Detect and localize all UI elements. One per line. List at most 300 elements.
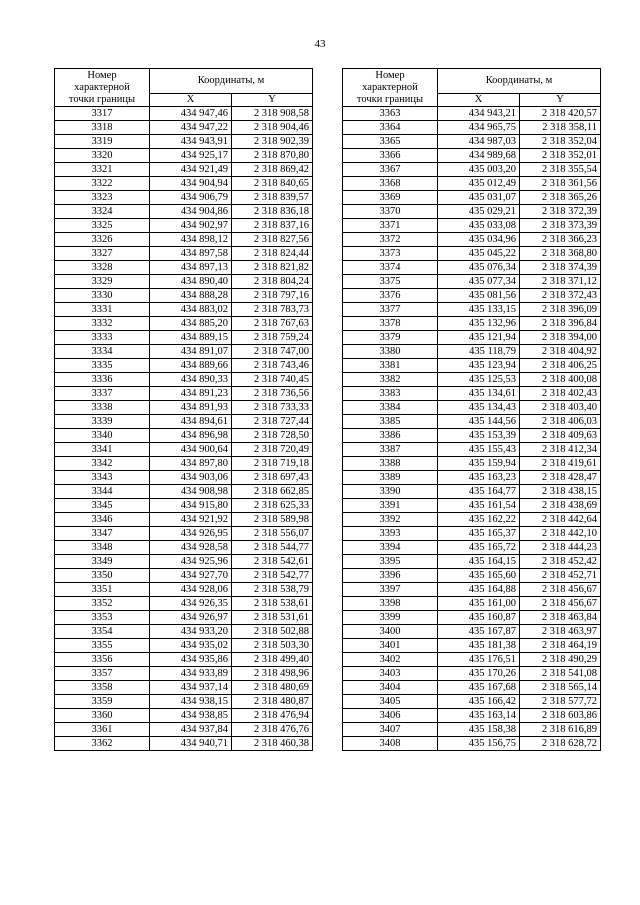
- table-row: [55, 709, 313, 723]
- y-coordinate-cell: 2 318 821,82: [232, 261, 313, 275]
- point-number-cell: 3366: [343, 149, 438, 163]
- y-coordinate-cell: 2 318 358,11: [520, 121, 601, 135]
- y-coordinate-cell: 2 318 463,84: [520, 611, 601, 625]
- point-number-cell: 3349: [55, 555, 150, 569]
- x-coordinate-cell: 434 904,94: [150, 177, 232, 191]
- point-number-cell: 3354: [55, 625, 150, 639]
- point-number-cell: 3326: [55, 233, 150, 247]
- x-coordinate-cell: 434 938,85: [150, 709, 232, 723]
- point-number-cell: 3394: [343, 541, 438, 555]
- x-coordinate-cell: 435 133,15: [438, 303, 520, 317]
- y-coordinate-cell: 2 318 499,40: [232, 653, 313, 667]
- y-coordinate-cell: 2 318 747,00: [232, 345, 313, 359]
- table-row: [343, 345, 601, 359]
- point-number-cell: 3382: [343, 373, 438, 387]
- point-number-cell: 3392: [343, 513, 438, 527]
- point-number-cell: 3390: [343, 485, 438, 499]
- table-row: [55, 513, 313, 527]
- x-coordinate-cell: 435 165,72: [438, 541, 520, 555]
- point-number-cell: 3327: [55, 247, 150, 261]
- y-coordinate-cell: 2 318 365,26: [520, 191, 601, 205]
- x-coordinate-cell: 435 167,68: [438, 681, 520, 695]
- table-row: [55, 373, 313, 387]
- x-coordinate-cell: 435 033,08: [438, 219, 520, 233]
- y-coordinate-cell: 2 318 406,03: [520, 415, 601, 429]
- y-coordinate-cell: 2 318 368,80: [520, 247, 601, 261]
- y-coordinate-cell: 2 318 697,43: [232, 471, 313, 485]
- table-row: [343, 261, 601, 275]
- point-header-line-3: точки границы: [356, 93, 424, 105]
- y-coordinate-cell: 2 318 366,23: [520, 233, 601, 247]
- y-coordinate-cell: 2 318 476,94: [232, 709, 313, 723]
- table-row: [55, 555, 313, 569]
- table-row: [343, 737, 601, 751]
- x-coordinate-cell: 434 888,28: [150, 289, 232, 303]
- table-row: [343, 653, 601, 667]
- point-number-cell: 3358: [55, 681, 150, 695]
- y-coordinate-cell: 2 318 616,89: [520, 723, 601, 737]
- point-number-cell: 3328: [55, 261, 150, 275]
- table-row: [343, 219, 601, 233]
- table-row: [55, 625, 313, 639]
- y-coordinate-cell: 2 318 797,16: [232, 289, 313, 303]
- x-coordinate-cell: 435 163,14: [438, 709, 520, 723]
- table-row: [343, 429, 601, 443]
- x-coordinate-cell: 434 902,97: [150, 219, 232, 233]
- x-coordinate-cell: 434 928,06: [150, 583, 232, 597]
- table-row: [343, 331, 601, 345]
- table-row: [343, 415, 601, 429]
- point-number-cell: 3376: [343, 289, 438, 303]
- point-number-cell: 3368: [343, 177, 438, 191]
- point-number-cell: 3323: [55, 191, 150, 205]
- point-number-cell: 3348: [55, 541, 150, 555]
- y-coordinate-cell: 2 318 577,72: [520, 695, 601, 709]
- point-number-cell: 3332: [55, 317, 150, 331]
- y-coordinate-cell: 2 318 352,04: [520, 135, 601, 149]
- x-coordinate-cell: 434 926,35: [150, 597, 232, 611]
- x-coordinate-cell: 435 156,75: [438, 737, 520, 751]
- table-row: [343, 569, 601, 583]
- table-row: [343, 373, 601, 387]
- x-coordinate-cell: 434 947,46: [150, 107, 232, 121]
- table-row: [55, 681, 313, 695]
- y-coordinate-cell: 2 318 352,01: [520, 149, 601, 163]
- table-row: [343, 485, 601, 499]
- point-number-cell: 3408: [343, 737, 438, 751]
- point-number-cell: 3396: [343, 569, 438, 583]
- y-coordinate-cell: 2 318 869,42: [232, 163, 313, 177]
- point-number-header: [343, 69, 438, 107]
- y-coordinate-cell: 2 318 783,73: [232, 303, 313, 317]
- y-coordinate-cell: 2 318 728,50: [232, 429, 313, 443]
- point-number-cell: 3405: [343, 695, 438, 709]
- point-number-cell: 3343: [55, 471, 150, 485]
- x-coordinate-cell: 435 003,20: [438, 163, 520, 177]
- x-coordinate-cell: 434 935,02: [150, 639, 232, 653]
- x-coordinate-cell: 434 890,33: [150, 373, 232, 387]
- x-coordinate-cell: 434 937,84: [150, 723, 232, 737]
- y-coordinate-cell: 2 318 544,77: [232, 541, 313, 555]
- y-coordinate-cell: 2 318 420,57: [520, 107, 601, 121]
- point-number-cell: 3333: [55, 331, 150, 345]
- table-row: [343, 695, 601, 709]
- y-coordinate-cell: 2 318 452,42: [520, 555, 601, 569]
- point-header-line-2: характерной: [74, 81, 130, 93]
- table-row: [343, 709, 601, 723]
- table-row: [343, 513, 601, 527]
- x-coordinate-cell: 434 937,14: [150, 681, 232, 695]
- x-coordinate-cell: 434 906,79: [150, 191, 232, 205]
- point-number-cell: 3345: [55, 499, 150, 513]
- y-coordinate-cell: 2 318 538,61: [232, 597, 313, 611]
- y-coordinate-cell: 2 318 827,56: [232, 233, 313, 247]
- y-coordinate-cell: 2 318 541,08: [520, 667, 601, 681]
- table-row: [343, 555, 601, 569]
- y-coordinate-cell: 2 318 374,39: [520, 261, 601, 275]
- table-row: [343, 317, 601, 331]
- table-row: [343, 359, 601, 373]
- y-coordinate-cell: 2 318 464,19: [520, 639, 601, 653]
- table-row: [55, 191, 313, 205]
- y-coordinate-cell: 2 318 452,71: [520, 569, 601, 583]
- y-coordinate-cell: 2 318 394,00: [520, 331, 601, 345]
- y-coordinate-cell: 2 318 565,14: [520, 681, 601, 695]
- table-row: [343, 723, 601, 737]
- table-row: [55, 107, 313, 121]
- x-coordinate-cell: 435 165,60: [438, 569, 520, 583]
- table-row: [55, 695, 313, 709]
- table-row: [343, 639, 601, 653]
- x-coordinate-cell: 434 933,20: [150, 625, 232, 639]
- x-coordinate-cell: 435 164,88: [438, 583, 520, 597]
- table-row: [55, 653, 313, 667]
- y-coordinate-cell: 2 318 904,46: [232, 121, 313, 135]
- table-row: [343, 667, 601, 681]
- x-coordinate-cell: 435 153,39: [438, 429, 520, 443]
- point-number-cell: 3369: [343, 191, 438, 205]
- y-coordinate-cell: 2 318 372,43: [520, 289, 601, 303]
- table-row: [343, 611, 601, 625]
- table-row: [343, 107, 601, 121]
- y-coordinate-cell: 2 318 908,58: [232, 107, 313, 121]
- table-row: [55, 429, 313, 443]
- x-coordinate-cell: 435 158,38: [438, 723, 520, 737]
- y-coordinate-cell: 2 318 743,46: [232, 359, 313, 373]
- table-row: [55, 387, 313, 401]
- point-number-cell: 3365: [343, 135, 438, 149]
- y-coordinate-cell: 2 318 767,63: [232, 317, 313, 331]
- point-number-cell: 3360: [55, 709, 150, 723]
- point-number-cell: 3380: [343, 345, 438, 359]
- point-number-cell: 3386: [343, 429, 438, 443]
- point-number-cell: 3404: [343, 681, 438, 695]
- point-number-cell: 3400: [343, 625, 438, 639]
- y-coordinate-cell: 2 318 719,18: [232, 457, 313, 471]
- x-coordinate-cell: 434 889,15: [150, 331, 232, 345]
- point-number-cell: 3321: [55, 163, 150, 177]
- table-row: [343, 121, 601, 135]
- table-row: [55, 541, 313, 555]
- x-coordinate-cell: 435 121,94: [438, 331, 520, 345]
- y-coordinate-cell: 2 318 902,39: [232, 135, 313, 149]
- table-row: [343, 401, 601, 415]
- point-number-cell: 3370: [343, 205, 438, 219]
- point-number-cell: 3335: [55, 359, 150, 373]
- y-coordinate-cell: 2 318 531,61: [232, 611, 313, 625]
- point-number-cell: 3347: [55, 527, 150, 541]
- point-number-cell: 3356: [55, 653, 150, 667]
- x-coordinate-cell: 434 926,97: [150, 611, 232, 625]
- y-coordinate-cell: 2 318 839,57: [232, 191, 313, 205]
- point-number-cell: 3362: [55, 737, 150, 751]
- table-row: [55, 583, 313, 597]
- coordinates-header: Координаты, м: [150, 69, 313, 94]
- x-coordinate-cell: 434 883,02: [150, 303, 232, 317]
- point-number-cell: 3318: [55, 121, 150, 135]
- y-coordinate-cell: 2 318 759,24: [232, 331, 313, 345]
- y-coordinate-cell: 2 318 870,80: [232, 149, 313, 163]
- x-coordinate-cell: 434 921,49: [150, 163, 232, 177]
- table-row: [343, 289, 601, 303]
- table-row: [55, 247, 313, 261]
- y-coordinate-cell: 2 318 502,88: [232, 625, 313, 639]
- point-number-cell: 3330: [55, 289, 150, 303]
- point-number-cell: 3399: [343, 611, 438, 625]
- point-number-cell: 3320: [55, 149, 150, 163]
- point-number-cell: 3340: [55, 429, 150, 443]
- x-coordinate-cell: 434 898,12: [150, 233, 232, 247]
- point-number-cell: 3322: [55, 177, 150, 191]
- table-row: [55, 667, 313, 681]
- x-coordinate-cell: 435 170,26: [438, 667, 520, 681]
- point-number-cell: 3346: [55, 513, 150, 527]
- x-coordinate-cell: 435 012,49: [438, 177, 520, 191]
- point-number-cell: 3372: [343, 233, 438, 247]
- y-coordinate-cell: 2 318 840,65: [232, 177, 313, 191]
- y-coordinate-cell: 2 318 625,33: [232, 499, 313, 513]
- x-coordinate-cell: 434 943,21: [438, 107, 520, 121]
- table-row: [343, 163, 601, 177]
- y-coordinate-cell: 2 318 628,72: [520, 737, 601, 751]
- x-coordinate-cell: 434 897,58: [150, 247, 232, 261]
- point-number-cell: 3319: [55, 135, 150, 149]
- x-coordinate-cell: 435 176,51: [438, 653, 520, 667]
- table-row: [55, 639, 313, 653]
- point-number-cell: 3371: [343, 219, 438, 233]
- table-row: [55, 527, 313, 541]
- table-row: [55, 359, 313, 373]
- x-coordinate-cell: 434 889,66: [150, 359, 232, 373]
- point-number-cell: 3361: [55, 723, 150, 737]
- y-coordinate-cell: 2 318 503,30: [232, 639, 313, 653]
- y-coordinate-cell: 2 318 402,43: [520, 387, 601, 401]
- y-header: Y: [232, 94, 313, 107]
- y-coordinate-cell: 2 318 400,08: [520, 373, 601, 387]
- x-coordinate-cell: 434 885,20: [150, 317, 232, 331]
- x-header: X: [438, 94, 520, 107]
- x-coordinate-cell: 434 989,68: [438, 149, 520, 163]
- coordinates-table-right: [342, 68, 601, 751]
- x-coordinate-cell: 435 081,56: [438, 289, 520, 303]
- point-number-cell: 3363: [343, 107, 438, 121]
- y-coordinate-cell: 2 318 733,33: [232, 401, 313, 415]
- x-coordinate-cell: 435 181,38: [438, 639, 520, 653]
- table-row: [55, 499, 313, 513]
- table-row: [343, 205, 601, 219]
- y-coordinate-cell: 2 318 498,96: [232, 667, 313, 681]
- x-coordinate-cell: 435 164,15: [438, 555, 520, 569]
- table-row: [55, 415, 313, 429]
- point-number-cell: 3384: [343, 401, 438, 415]
- y-coordinate-cell: 2 318 463,97: [520, 625, 601, 639]
- y-coordinate-cell: 2 318 542,61: [232, 555, 313, 569]
- table-row: [343, 247, 601, 261]
- x-coordinate-cell: 434 891,93: [150, 401, 232, 415]
- x-coordinate-cell: 434 935,86: [150, 653, 232, 667]
- point-number-cell: 3342: [55, 457, 150, 471]
- y-coordinate-cell: 2 318 442,64: [520, 513, 601, 527]
- x-coordinate-cell: 435 132,96: [438, 317, 520, 331]
- x-coordinate-cell: 434 965,75: [438, 121, 520, 135]
- x-coordinate-cell: 435 144,56: [438, 415, 520, 429]
- x-coordinate-cell: 434 938,15: [150, 695, 232, 709]
- x-coordinate-cell: 435 164,77: [438, 485, 520, 499]
- y-coordinate-cell: 2 318 406,25: [520, 359, 601, 373]
- x-coordinate-cell: 434 927,70: [150, 569, 232, 583]
- y-coordinate-cell: 2 318 396,84: [520, 317, 601, 331]
- x-coordinate-cell: 434 925,17: [150, 149, 232, 163]
- point-number-cell: 3402: [343, 653, 438, 667]
- table-row: [55, 457, 313, 471]
- point-number-cell: 3377: [343, 303, 438, 317]
- table-row: [343, 471, 601, 485]
- y-coordinate-cell: 2 318 603,86: [520, 709, 601, 723]
- x-coordinate-cell: 435 077,34: [438, 275, 520, 289]
- y-coordinate-cell: 2 318 804,24: [232, 275, 313, 289]
- table-row: [343, 499, 601, 513]
- x-coordinate-cell: 435 155,43: [438, 443, 520, 457]
- table-row: [343, 625, 601, 639]
- x-coordinate-cell: 434 903,06: [150, 471, 232, 485]
- x-coordinate-cell: 435 031,07: [438, 191, 520, 205]
- table-row: [343, 387, 601, 401]
- y-coordinate-cell: 2 318 460,38: [232, 737, 313, 751]
- table-row: [343, 597, 601, 611]
- x-coordinate-cell: 434 891,23: [150, 387, 232, 401]
- point-number-cell: 3385: [343, 415, 438, 429]
- point-number-cell: 3387: [343, 443, 438, 457]
- x-coordinate-cell: 434 897,13: [150, 261, 232, 275]
- point-number-cell: 3383: [343, 387, 438, 401]
- x-coordinate-cell: 434 904,86: [150, 205, 232, 219]
- y-coordinate-cell: 2 318 361,56: [520, 177, 601, 191]
- point-number-cell: 3397: [343, 583, 438, 597]
- table-row: [343, 457, 601, 471]
- point-number-cell: 3339: [55, 415, 150, 429]
- x-coordinate-cell: 434 890,40: [150, 275, 232, 289]
- y-header: Y: [520, 94, 601, 107]
- point-number-cell: 3403: [343, 667, 438, 681]
- point-number-cell: 3381: [343, 359, 438, 373]
- x-coordinate-cell: 435 167,87: [438, 625, 520, 639]
- point-number-cell: 3357: [55, 667, 150, 681]
- point-number-cell: 3317: [55, 107, 150, 121]
- point-number-cell: 3393: [343, 527, 438, 541]
- point-number-cell: 3359: [55, 695, 150, 709]
- y-coordinate-cell: 2 318 480,87: [232, 695, 313, 709]
- point-number-cell: 3401: [343, 639, 438, 653]
- table-row: [343, 583, 601, 597]
- x-coordinate-cell: 435 134,61: [438, 387, 520, 401]
- y-coordinate-cell: 2 318 404,92: [520, 345, 601, 359]
- x-coordinate-cell: 434 908,98: [150, 485, 232, 499]
- x-coordinate-cell: 434 900,64: [150, 443, 232, 457]
- y-coordinate-cell: 2 318 444,23: [520, 541, 601, 555]
- y-coordinate-cell: 2 318 824,44: [232, 247, 313, 261]
- x-coordinate-cell: 435 125,53: [438, 373, 520, 387]
- table-row: [55, 471, 313, 485]
- point-header-line-2: характерной: [362, 81, 418, 93]
- x-coordinate-cell: 435 123,94: [438, 359, 520, 373]
- point-number-cell: 3389: [343, 471, 438, 485]
- point-number-cell: 3367: [343, 163, 438, 177]
- y-coordinate-cell: 2 318 438,69: [520, 499, 601, 513]
- point-number-cell: 3334: [55, 345, 150, 359]
- table-row: [55, 401, 313, 415]
- x-coordinate-cell: 435 161,00: [438, 597, 520, 611]
- x-coordinate-cell: 434 915,80: [150, 499, 232, 513]
- y-coordinate-cell: 2 318 456,67: [520, 583, 601, 597]
- point-number-cell: 3406: [343, 709, 438, 723]
- point-number-cell: 3350: [55, 569, 150, 583]
- point-number-header: [55, 69, 150, 107]
- point-number-cell: 3329: [55, 275, 150, 289]
- y-coordinate-cell: 2 318 456,67: [520, 597, 601, 611]
- point-number-cell: 3375: [343, 275, 438, 289]
- y-coordinate-cell: 2 318 409,63: [520, 429, 601, 443]
- table-row: [55, 569, 313, 583]
- x-coordinate-cell: 435 163,23: [438, 471, 520, 485]
- x-coordinate-cell: 434 921,92: [150, 513, 232, 527]
- point-number-cell: 3398: [343, 597, 438, 611]
- x-coordinate-cell: 435 118,79: [438, 345, 520, 359]
- x-coordinate-cell: 434 940,71: [150, 737, 232, 751]
- x-coordinate-cell: 435 159,94: [438, 457, 520, 471]
- x-coordinate-cell: 435 160,87: [438, 611, 520, 625]
- y-coordinate-cell: 2 318 480,69: [232, 681, 313, 695]
- y-coordinate-cell: 2 318 403,40: [520, 401, 601, 415]
- y-coordinate-cell: 2 318 662,85: [232, 485, 313, 499]
- table-row: [55, 233, 313, 247]
- x-coordinate-cell: 435 045,22: [438, 247, 520, 261]
- y-coordinate-cell: 2 318 355,54: [520, 163, 601, 177]
- y-coordinate-cell: 2 318 442,10: [520, 527, 601, 541]
- x-header: X: [150, 94, 232, 107]
- table-row: [55, 317, 313, 331]
- x-coordinate-cell: 434 943,91: [150, 135, 232, 149]
- y-coordinate-cell: 2 318 836,18: [232, 205, 313, 219]
- table-row: [343, 135, 601, 149]
- x-coordinate-cell: 435 161,54: [438, 499, 520, 513]
- y-coordinate-cell: 2 318 542,77: [232, 569, 313, 583]
- point-number-cell: 3395: [343, 555, 438, 569]
- table-row: [55, 261, 313, 275]
- table-row: [343, 527, 601, 541]
- y-coordinate-cell: 2 318 412,34: [520, 443, 601, 457]
- point-number-cell: 3336: [55, 373, 150, 387]
- x-coordinate-cell: 435 165,37: [438, 527, 520, 541]
